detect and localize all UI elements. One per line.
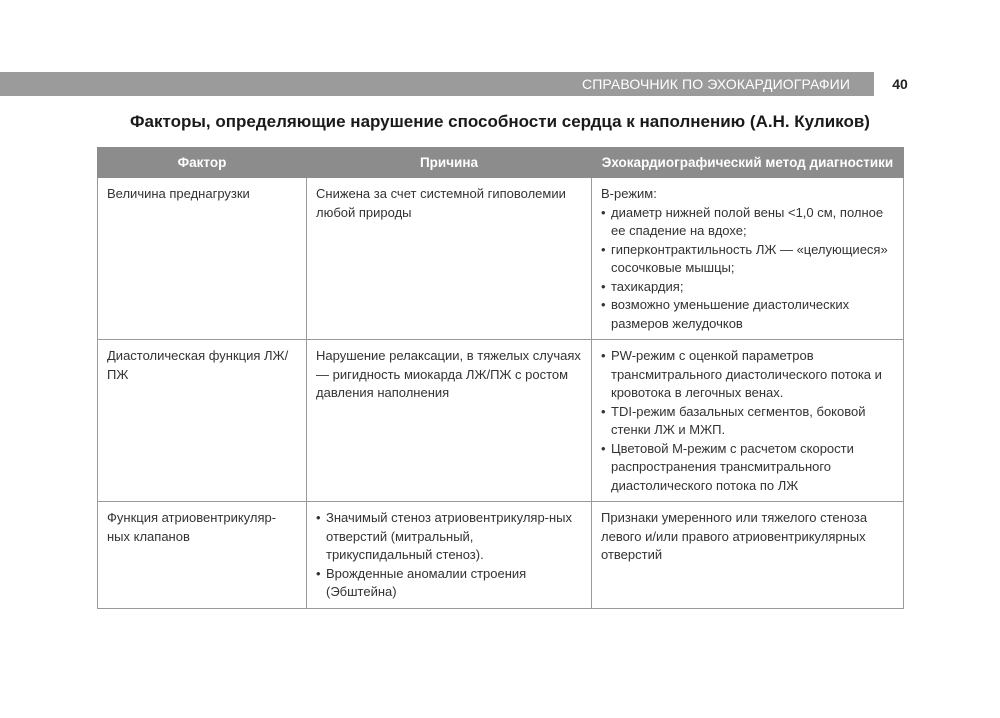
- cause-cell: Снижена за счет системной гиповолемии любой природы: [307, 178, 592, 340]
- factors-table: [97, 147, 904, 609]
- column-header-cause: Причина: [307, 148, 592, 178]
- table-header-row: [98, 148, 904, 178]
- method-cell: [592, 178, 904, 340]
- factor-cell: Величина преднагрузки: [98, 178, 307, 340]
- method-cell: [592, 340, 904, 502]
- method-cell: Признаки умеренного или тяжелого стеноза левого и/или правого атриовентрикулярных отверстий: [592, 502, 904, 609]
- column-header-factor: Фактор: [98, 148, 307, 178]
- method-list: [601, 204, 894, 334]
- cause-cell: Нарушение релаксации, в тяжелых случаях — ригидность миокарда ЛЖ/ПЖ с ростом давления наполнения: [307, 340, 592, 502]
- cause-list: [316, 509, 582, 602]
- list-item: • диаметр нижней полой вены <1,0 см, полное ее спадение на вдохе;: [601, 204, 894, 241]
- factor-cell: Функция атриовентрикуляр-ных клапанов: [98, 502, 307, 609]
- factor-cell: Диастолическая функция ЛЖ/ПЖ: [98, 340, 307, 502]
- list-item: • Врожденные аномалии строения (Эбштейна): [316, 565, 582, 602]
- running-header-title: СПРАВОЧНИК ПО ЭХОКАРДИОГРАФИИ: [582, 76, 850, 92]
- cause-cell: [307, 502, 592, 609]
- column-header-method: Эхокардиографический метод диагностики: [592, 148, 904, 178]
- method-intro: В-режим:: [601, 186, 657, 201]
- list-item: • Цветовой М-режим с расчетом скорости распространения трансмитрального диастолического потока по ЛЖ: [601, 440, 894, 496]
- page-number: 40: [892, 76, 908, 92]
- list-item: • Значимый стеноз атриовентрикуляр-ных отверстий (митральный, трикуспидальный стеноз).: [316, 509, 582, 565]
- table-row: [98, 340, 904, 502]
- table-row: [98, 178, 904, 340]
- list-item: • тахикардия;: [601, 278, 894, 297]
- list-item: • гиперконтрактильность ЛЖ — «целующиеся» сосочковые мышцы;: [601, 241, 894, 278]
- method-list: [601, 347, 894, 495]
- table-row: [98, 502, 904, 609]
- table-title: Факторы, определяющие нарушение способности сердца к наполнению (А.Н. Куликов): [130, 112, 870, 131]
- running-header-bar: [0, 72, 874, 96]
- list-item: • TDI-режим базальных сегментов, боковой стенки ЛЖ и МЖП.: [601, 403, 894, 440]
- list-item: • PW-режим с оценкой параметров трансмитрального диастолического потока и кровотока в легочных венах.: [601, 347, 894, 403]
- list-item: • возможно уменьшение диастолических размеров желудочков: [601, 296, 894, 333]
